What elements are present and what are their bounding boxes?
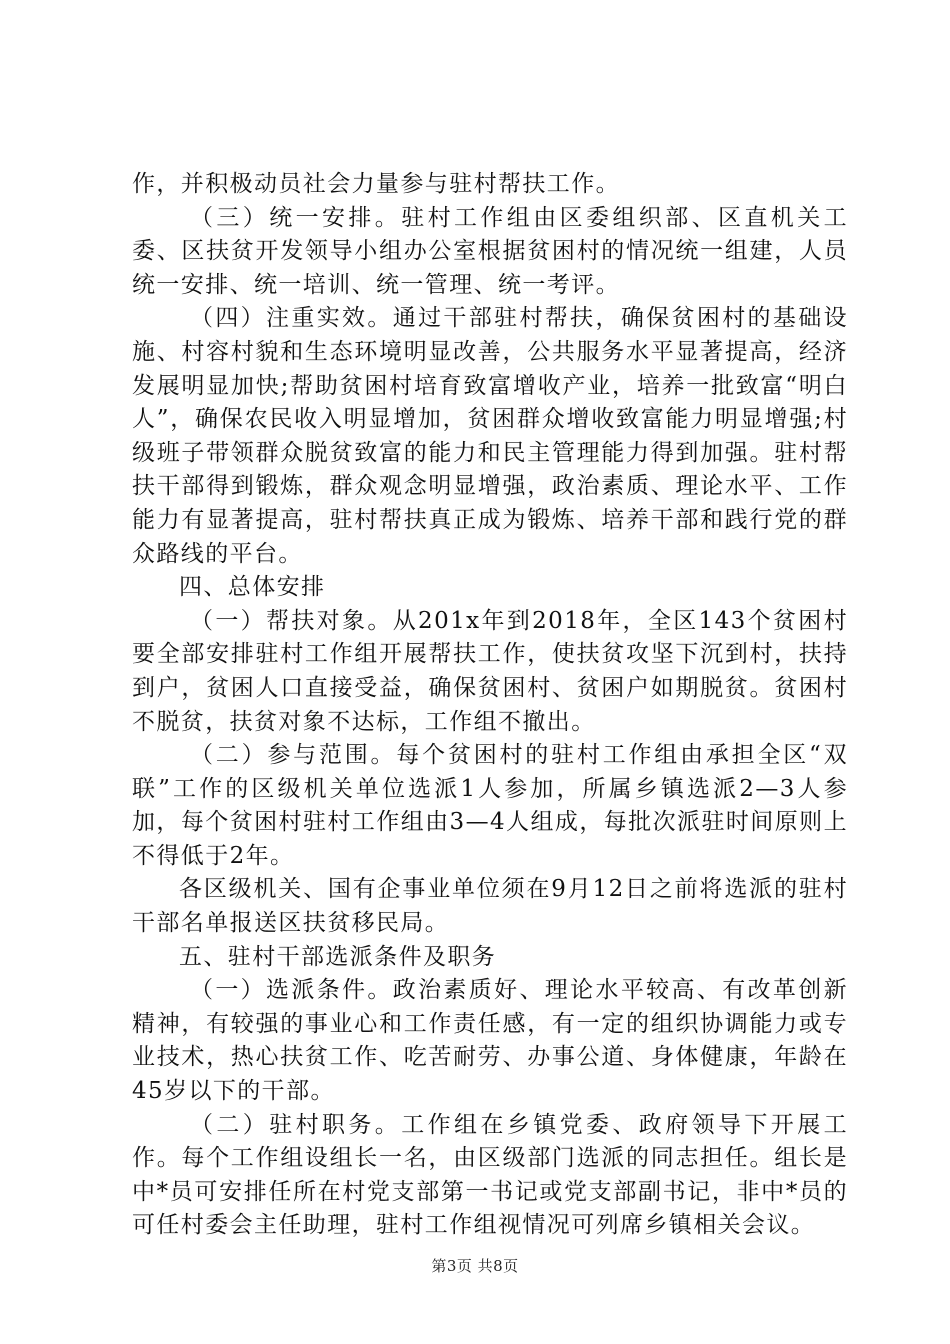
paragraph-participation-scope: （二）参与范围。每个贫困村的驻村工作组由承担全区“双联”工作的区级机关单位选派1人参加，所属乡镇选派2—3人参加，每个贫困村驻村工作组由3—4人组成，每批次派驻时间原则上不得低于2年。 bbox=[132, 742, 848, 869]
paragraph-practical-results: （四）注重实效。通过干部驻村帮扶，确保贫困村的基础设施、村容村貌和生态环境明显改善，公共服务水平显著提高，经济发展明显加快;帮助贫困村培育致富增收产业，培养一批致富“明白人”，确保农民收入明显增加，贫困群众增收致富能力明显增强;村级班子带领群众脱贫致富的能力和民主管理能力得到加强。驻村帮扶干部得到锻炼，群众观念明显增强，政治素质、理论水平、工作能力有显著提高，驻村帮扶真正成为锻炼、培养干部和践行党的群众路线的平台。 bbox=[132, 305, 848, 567]
paragraph-assistance-targets: （一）帮扶对象。从201x年到2018年，全区143个贫困村要全部安排驻村工作组开展帮扶工作，使扶贫攻坚下沉到村，扶持到户，贫困人口直接受益，确保贫困村、贫困户如期脱贫。贫困村不脱贫，扶贫对象不达标，工作组不撤出。 bbox=[132, 607, 848, 735]
paragraph-continuation: 作，并积极动员社会力量参与驻村帮扶工作。 bbox=[132, 171, 620, 197]
paragraph-selection-conditions: （一）选派条件。政治素质好、理论水平较高、有改革创新精神，有较强的事业心和工作责任感，有一定的组织协调能力或专业技术，热心扶贫工作、吃苦耐劳、办事公道、身体健康，年龄在45岁以下的干部。 bbox=[132, 977, 848, 1105]
paragraph-submission-deadline: 各区级机关、国有企事业单位须在9月12日之前将选派的驻村干部名单报送区扶贫移民局。 bbox=[132, 876, 848, 937]
page-number-label: 第3页 共8页 bbox=[431, 1257, 519, 1275]
section-heading-selection-conditions: 五、驻村干部选派条件及职务 bbox=[179, 943, 497, 970]
section-heading-overall-arrangement: 四、总体安排 bbox=[179, 574, 326, 601]
paragraph-unified-arrangement: （三）统一安排。驻村工作组由区委组织部、区直机关工委、区扶贫开发领导小组办公室根据贫困村的情况统一组建，人员统一安排、统一培训、统一管理、统一考评。 bbox=[132, 204, 848, 298]
page-footer bbox=[0, 1256, 950, 1276]
paragraph-village-duties: （二）驻村职务。工作组在乡镇党委、政府领导下开展工作。每个工作组设组长一名，由区级部门选派的同志担任。组长是中*员可安排任所在村党支部第一书记或党支部副书记，非中*员的可任村委会主任助理，驻村工作组视情况可列席乡镇相关会议。 bbox=[132, 1111, 848, 1239]
document-body bbox=[132, 168, 848, 1243]
